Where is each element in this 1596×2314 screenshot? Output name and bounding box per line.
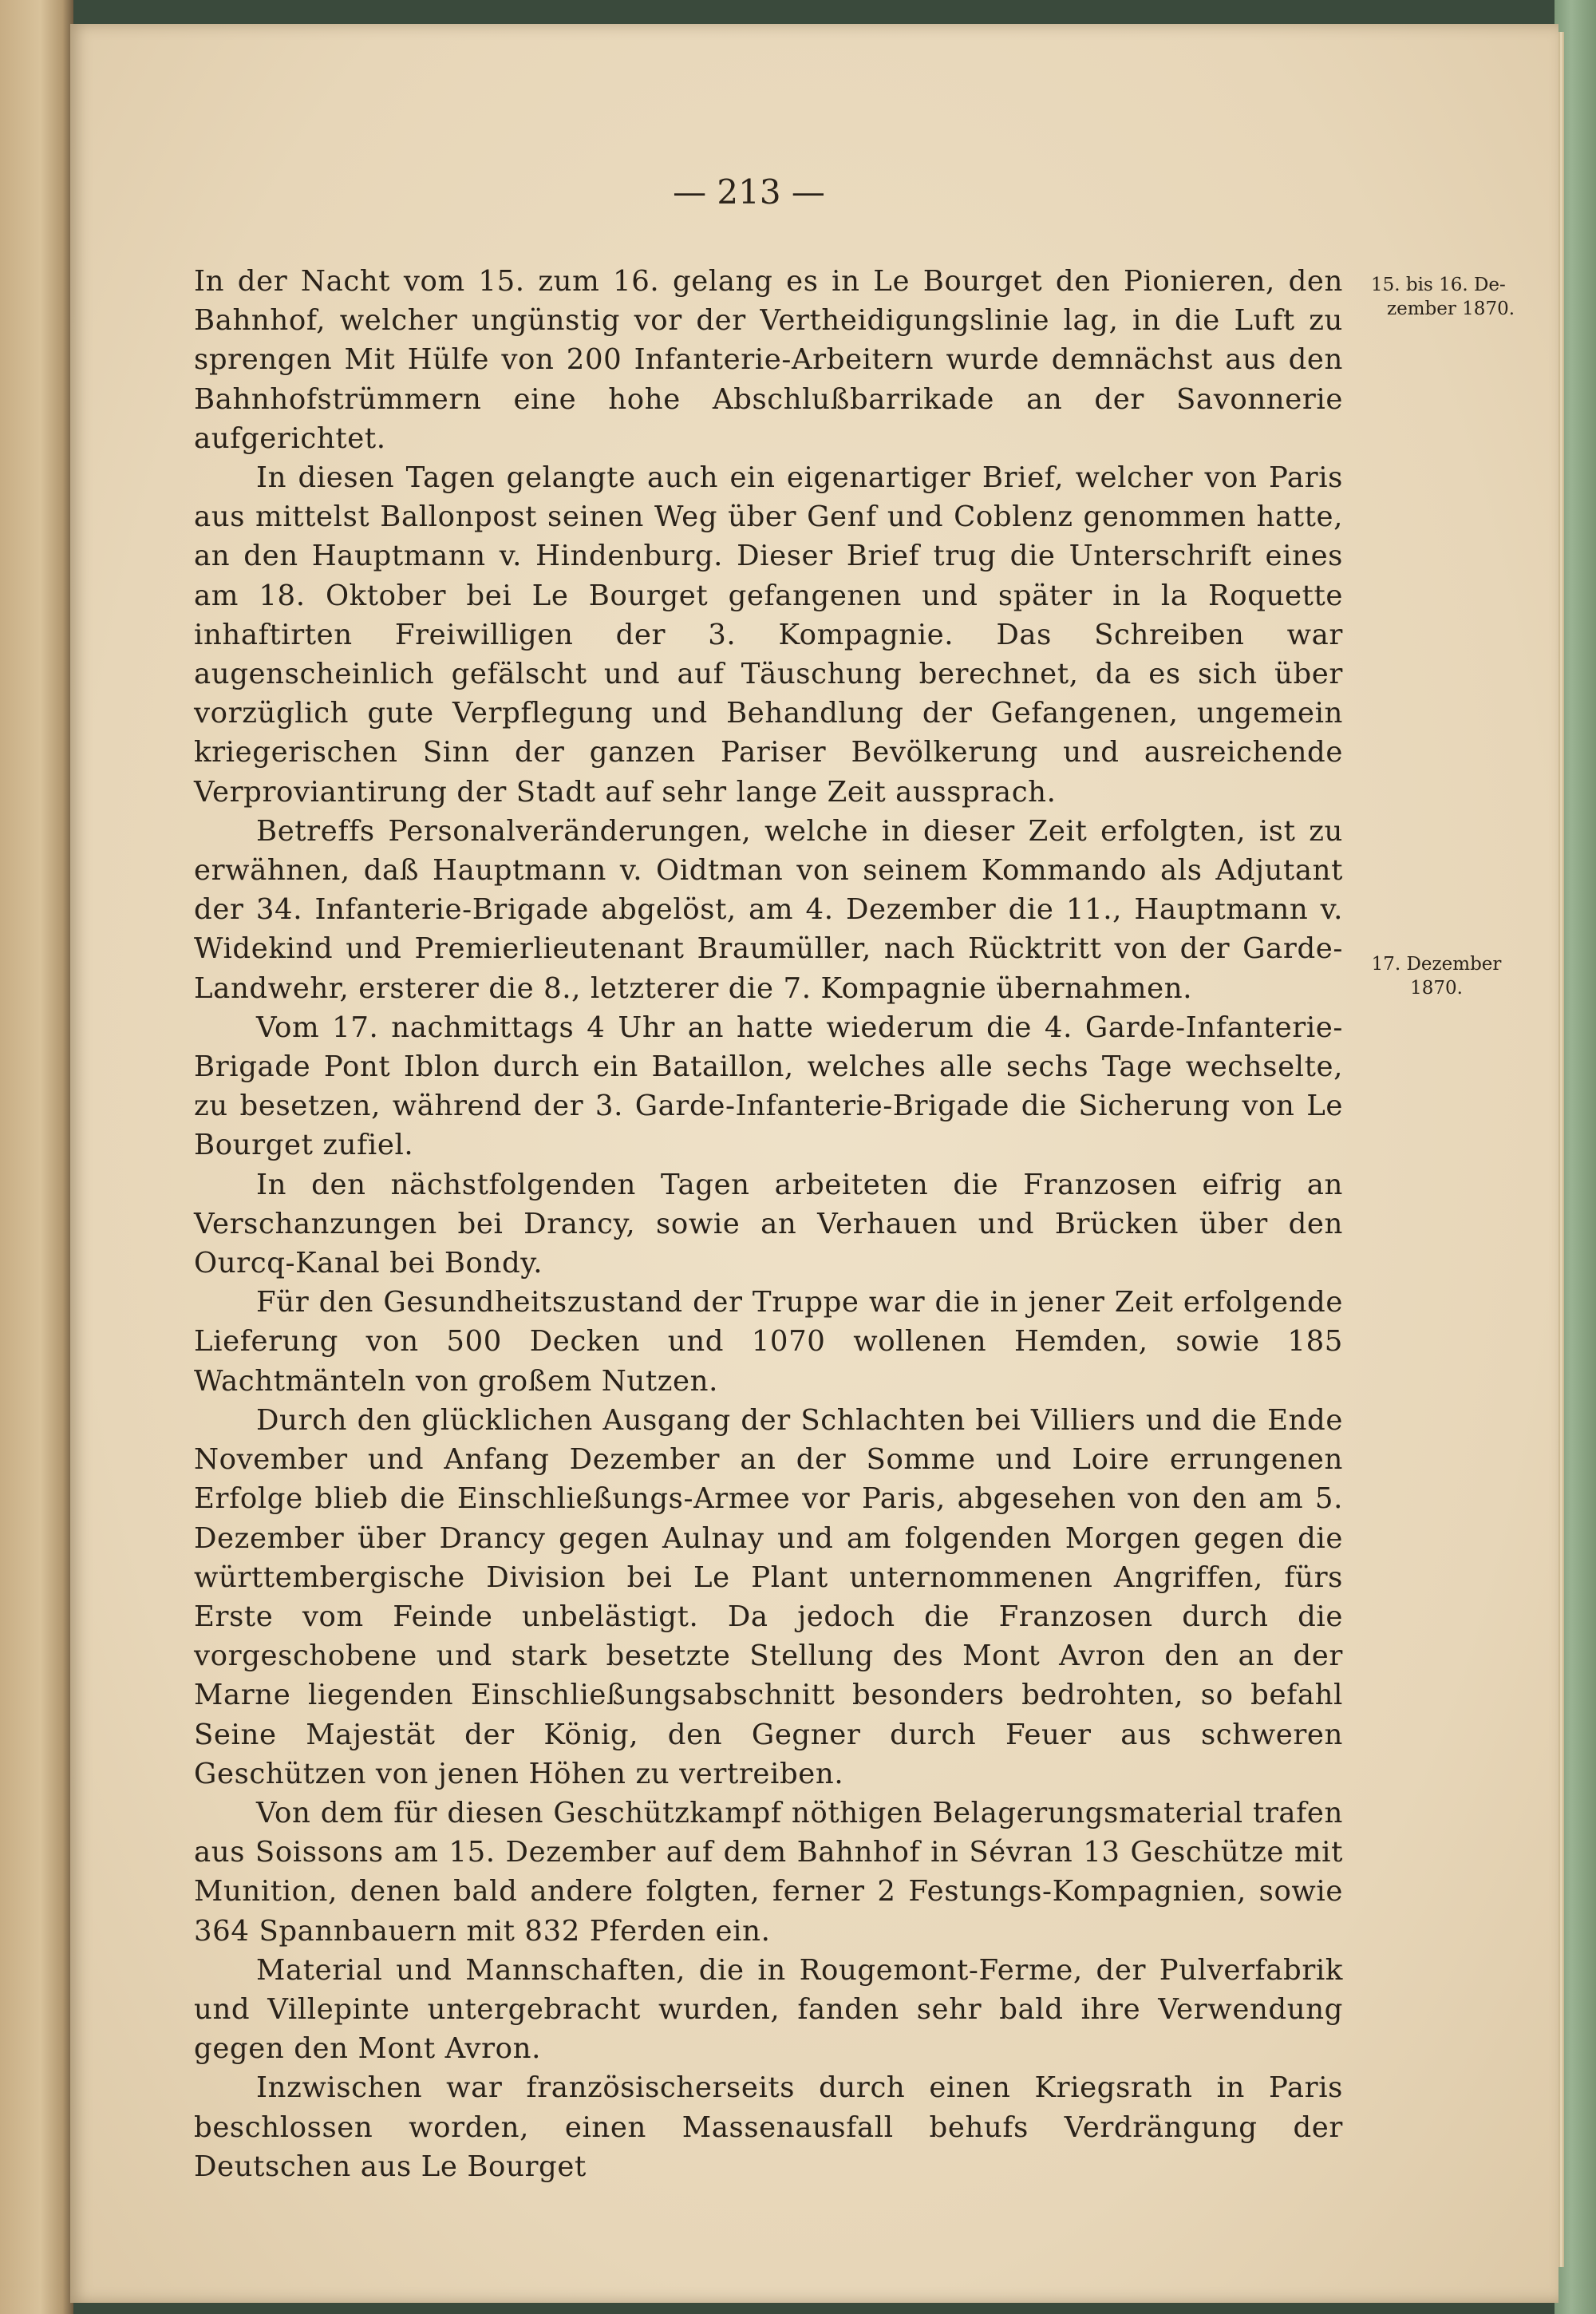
margin-note-line: 1870. [1410, 978, 1463, 999]
paragraph: Für den Gesundheitszustand der Truppe war die in jener Zeit erfolgende Lieferung von 500 Decken und 1070 wollenen Hemden, sowie 185 Wachtmänteln von großem Nutzen. [194, 1286, 1343, 1398]
paragraph: Vom 17. nachmittags 4 Uhr an hatte wiederum die 4. Garde-Infanterie-Brigade Pont Iblon durch ein Bataillon, welches alle sechs Tage wechselte, zu besetzen, während der 3. Garde-Infanterie-Brigade die Sicherung von Le Bourget zufiel. [194, 1011, 1343, 1162]
paragraph: Durch den glücklichen Ausgang der Schlachten bei Villiers und die Ende November und Anfang Dezember an der Somme und Loire errungenen Erfolge blieb die Einschließungs-Armee vor Paris, abgesehen von den am 5. Dezember über Drancy gegen Aulnay und am folgenden Morgen gegen die württembergische Division bei Le Plant unternommenen Angriffen, fürs Erste vom Feinde unbelästigt. Da jedoch die Franzosen durch die vorgeschobene und stark besetzte Stellung des Mont Avron den an der Marne liegenden Einschließungsabschnitt besonders bedrohten, so befahl Seine Majestät der König, den Gegner durch Feuer aus schweren Geschützen von jenen Höhen zu vertreiben. [194, 1403, 1343, 1790]
paragraph: Von dem für diesen Geschützkampf nöthigen Belagerungsmaterial trafen aus Soissons am 15. Dezember auf dem Bahnhof in Sévran 13 Geschütze mit Munition, denen bald andere folgten, ferner 2 Festungs-Kompagnien, sowie 364 Spannbauern mit 832 Pferden ein. [194, 1796, 1343, 1948]
paragraph: Inzwischen war französischerseits durch einen Kriegsrath in Paris beschlossen worden, einen Massenausfall behufs Verdrängung der Deutschen aus Le Bourget [194, 2071, 1343, 2183]
margin-note-dec-15-16 [1371, 273, 1531, 321]
left-page-edge [0, 0, 73, 2314]
paragraph: Betreffs Personalveränderungen, welche in dieser Zeit erfolgten, ist zu erwähnen, daß Hauptmann v. Oidtman von seinem Kommando als Adjutant der 34. Infanterie-Brigade abgelöst, am 4. Dezember die 11., Hauptmann v. Widekind und Premierlieutenant Braumüller, nach Rücktritt von der Garde-Landwehr, ersterer die 8., letzterer die 7. Kompagnie übernahmen. [194, 814, 1343, 1005]
margin-note-line: 17. Dezember [1371, 954, 1502, 975]
paragraph: In diesen Tagen gelangte auch ein eigenartiger Brief, welcher von Paris aus mittelst Ballonpost seinen Weg über Genf und Coblenz genommen hatte, an den Hauptmann v. Hindenburg. Dieser Brief trug die Unterschrift eines am 18. Oktober bei Le Bourget gefangenen und später in la Roquette inhaftirten Freiwilligen der 3. Kompagnie. Das Schreiben war augenscheinlich gefälscht und auf Täuschung berechnet, da es sich über vorzüglich gute Verpflegung und Behandlung der Gefangenen, ungemein kriegerischen Sinn der ganzen Pariser Bevölkerung und ausreichende Verproviantirung der Stadt auf sehr lange Zeit aussprach. [194, 461, 1343, 809]
margin-note-dec-17 [1357, 952, 1516, 1000]
margin-note-line: 15. bis 16. De- [1371, 275, 1506, 295]
paragraph: In der Nacht vom 15. zum 16. gelang es in Le Bourget den Pionieren, den Bahnhof, welcher ungünstig vor der Vertheidigungslinie lag, in die Luft zu sprengen Mit Hülfe von 200 Infanterie-Arbeitern wurde demnächst aus den Bahnhofstrümmern eine hohe Abschlußbarrikade an der Savonnerie aufgerichtet. [194, 265, 1343, 455]
paragraph: In den nächstfolgenden Tagen arbeiteten die Franzosen eifrig an Verschanzungen bei Drancy, sowie an Verhauen und Brücken über den Ourcq-Kanal bei Bondy. [194, 1168, 1343, 1280]
paragraph: Material und Mannschaften, die in Rougemont-Ferme, der Pulverfabrik und Villepinte untergebracht wurden, fanden sehr bald ihre Verwendung gegen den Mont Avron. [194, 1953, 1343, 2066]
book-page [70, 24, 1558, 2303]
body-text [194, 262, 1343, 2186]
page-number: — 213 — [673, 172, 825, 212]
margin-note-line: zember 1870. [1387, 299, 1515, 319]
